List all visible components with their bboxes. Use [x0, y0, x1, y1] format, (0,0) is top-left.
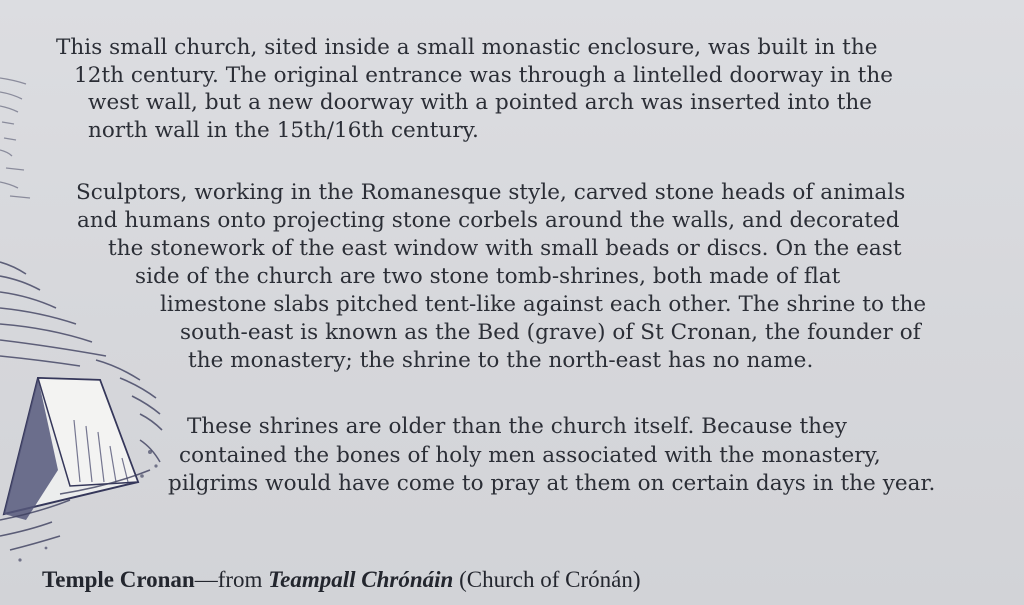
paragraph-3-line-3: pilgrims would have come to pray at them on certain days in the year. [168, 471, 936, 496]
paragraph-2-line-5: limestone slabs pitched tent-like against each other. The shrine to the [160, 292, 927, 317]
paragraph-1-line-1: This small church, sited inside a small monastic enclosure, was built in the [56, 35, 878, 60]
paragraph-2-line-2: and humans onto projecting stone corbels around the walls, and decorated [77, 208, 900, 233]
paragraph-3-line-2: contained the bones of holy men associated with the monastery, [179, 443, 881, 468]
sign-caption [42, 566, 640, 594]
paragraph-1-line-4: north wall in the 15th/16th century. [88, 118, 479, 143]
paragraph-1-line-3: west wall, but a new doorway with a pointed arch was inserted into the [88, 90, 873, 115]
caption-separator: —from [194, 567, 269, 592]
paragraph-1-line-2: 12th century. The original entrance was through a lintelled doorway in the [74, 63, 893, 88]
paragraph-3-line-1: These shrines are older than the church itself. Because they [187, 414, 847, 439]
paragraph-2-line-6: south-east is known as the Bed (grave) of St Cronan, the founder of [180, 320, 921, 345]
caption-translation: (Church of Crónán) [453, 567, 641, 592]
paragraph-2-line-3: the stonework of the east window with small beads or discs. On the east [108, 236, 902, 261]
caption-name: Temple Cronan [42, 567, 195, 592]
paragraph-2-line-1: Sculptors, working in the Romanesque style, carved stone heads of animals [76, 180, 906, 205]
paragraph-2-line-7: the monastery; the shrine to the north-east has no name. [188, 348, 814, 373]
caption-irish-name: Teampall Chrónáin [268, 567, 454, 592]
paragraph-2-line-4: side of the church are two stone tomb-shrines, both made of flat [135, 264, 841, 289]
